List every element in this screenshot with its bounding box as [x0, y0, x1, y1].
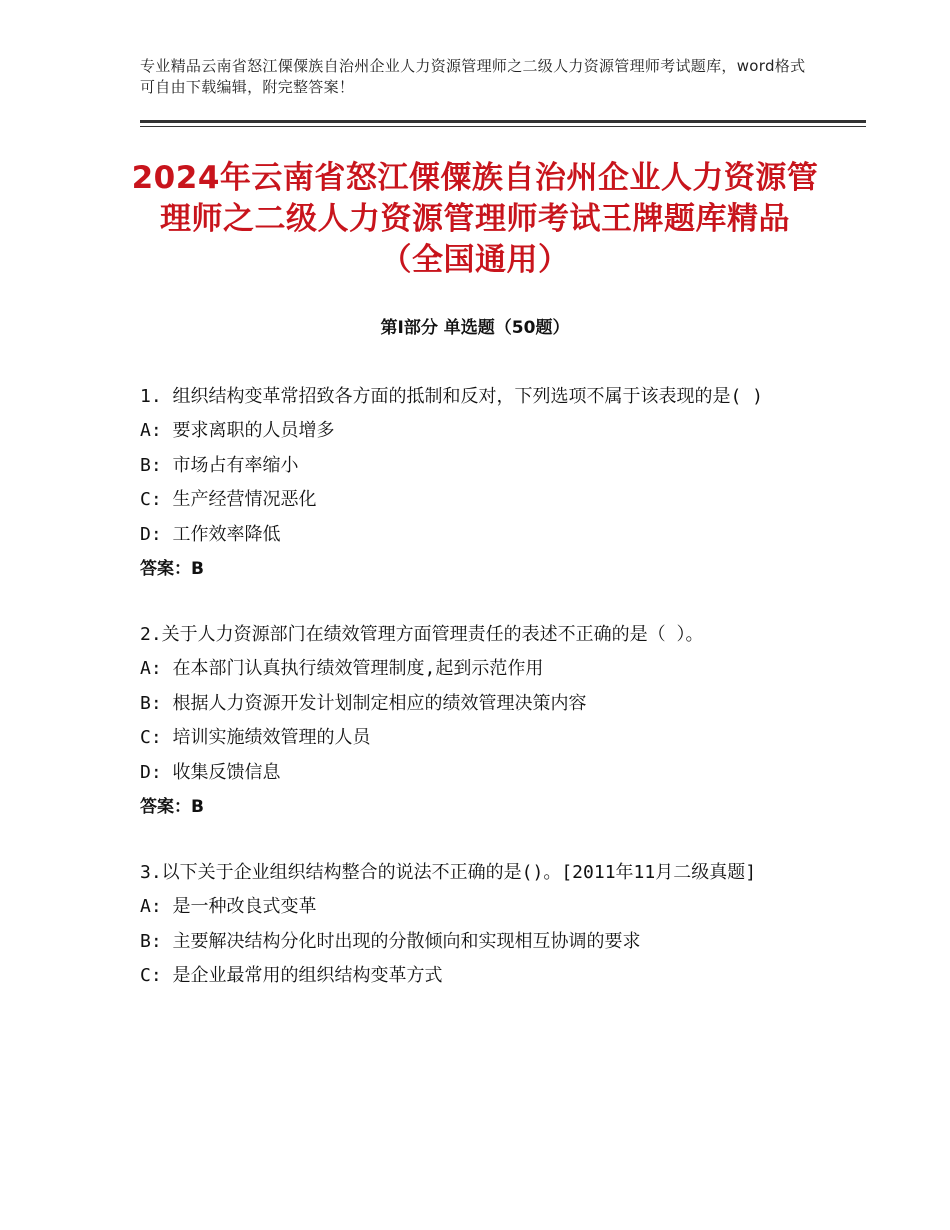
option-b: B: 主要解决结构分化时出现的分散倾向和实现相互协调的要求 [140, 930, 641, 952]
header-divider-thick [140, 120, 866, 123]
option-c: C: 培训实施绩效管理的人员 [140, 727, 371, 748]
question-1 [140, 380, 810, 586]
question-stem: 3.以下关于企业组织结构整合的说法不正确的是()。[2011年11月二级真题] [140, 862, 757, 883]
answer-label: 答案：B [140, 559, 204, 579]
question-list [140, 380, 810, 1026]
option-a: A: 要求离职的人员增多 [140, 420, 335, 441]
header-divider-thin [140, 126, 866, 127]
header-note: 专业精品云南省怒江傈僳族自治州企业人力资源管理师之二级人力资源管理师考试题库，word格式可自由下载编辑，附完整答案！ [140, 57, 806, 96]
option-d: D: 工作效率降低 [140, 523, 281, 545]
document-title: 2024年云南省怒江傈僳族自治州企业人力资源管理师之二级人力资源管理师考试王牌题库精品（全国通用） [131, 160, 819, 278]
question-stem: 1. 组织结构变革常招致各方面的抵制和反对，下列选项不属于该表现的是( ) [140, 386, 764, 407]
option-d: D: 收集反馈信息 [140, 761, 281, 783]
answer-label: 答案：B [140, 797, 204, 817]
option-b: B: 根据人力资源开发计划制定相应的绩效管理决策内容 [140, 692, 587, 714]
section-heading: 第Ⅰ部分 单选题（50题） [380, 318, 570, 338]
question-2 [140, 618, 810, 824]
option-a: A: 在本部门认真执行绩效管理制度,起到示范作用 [140, 658, 544, 679]
option-c: C: 生产经营情况恶化 [140, 489, 317, 510]
option-a: A: 是一种改良式变革 [140, 896, 317, 917]
question-stem: 2.关于人力资源部门在绩效管理方面管理责任的表述不正确的是（ ）。 [140, 624, 704, 645]
option-c: C: 是企业最常用的组织结构变革方式 [140, 965, 443, 986]
option-b: B: 市场占有率缩小 [140, 454, 299, 476]
question-3 [140, 856, 810, 994]
